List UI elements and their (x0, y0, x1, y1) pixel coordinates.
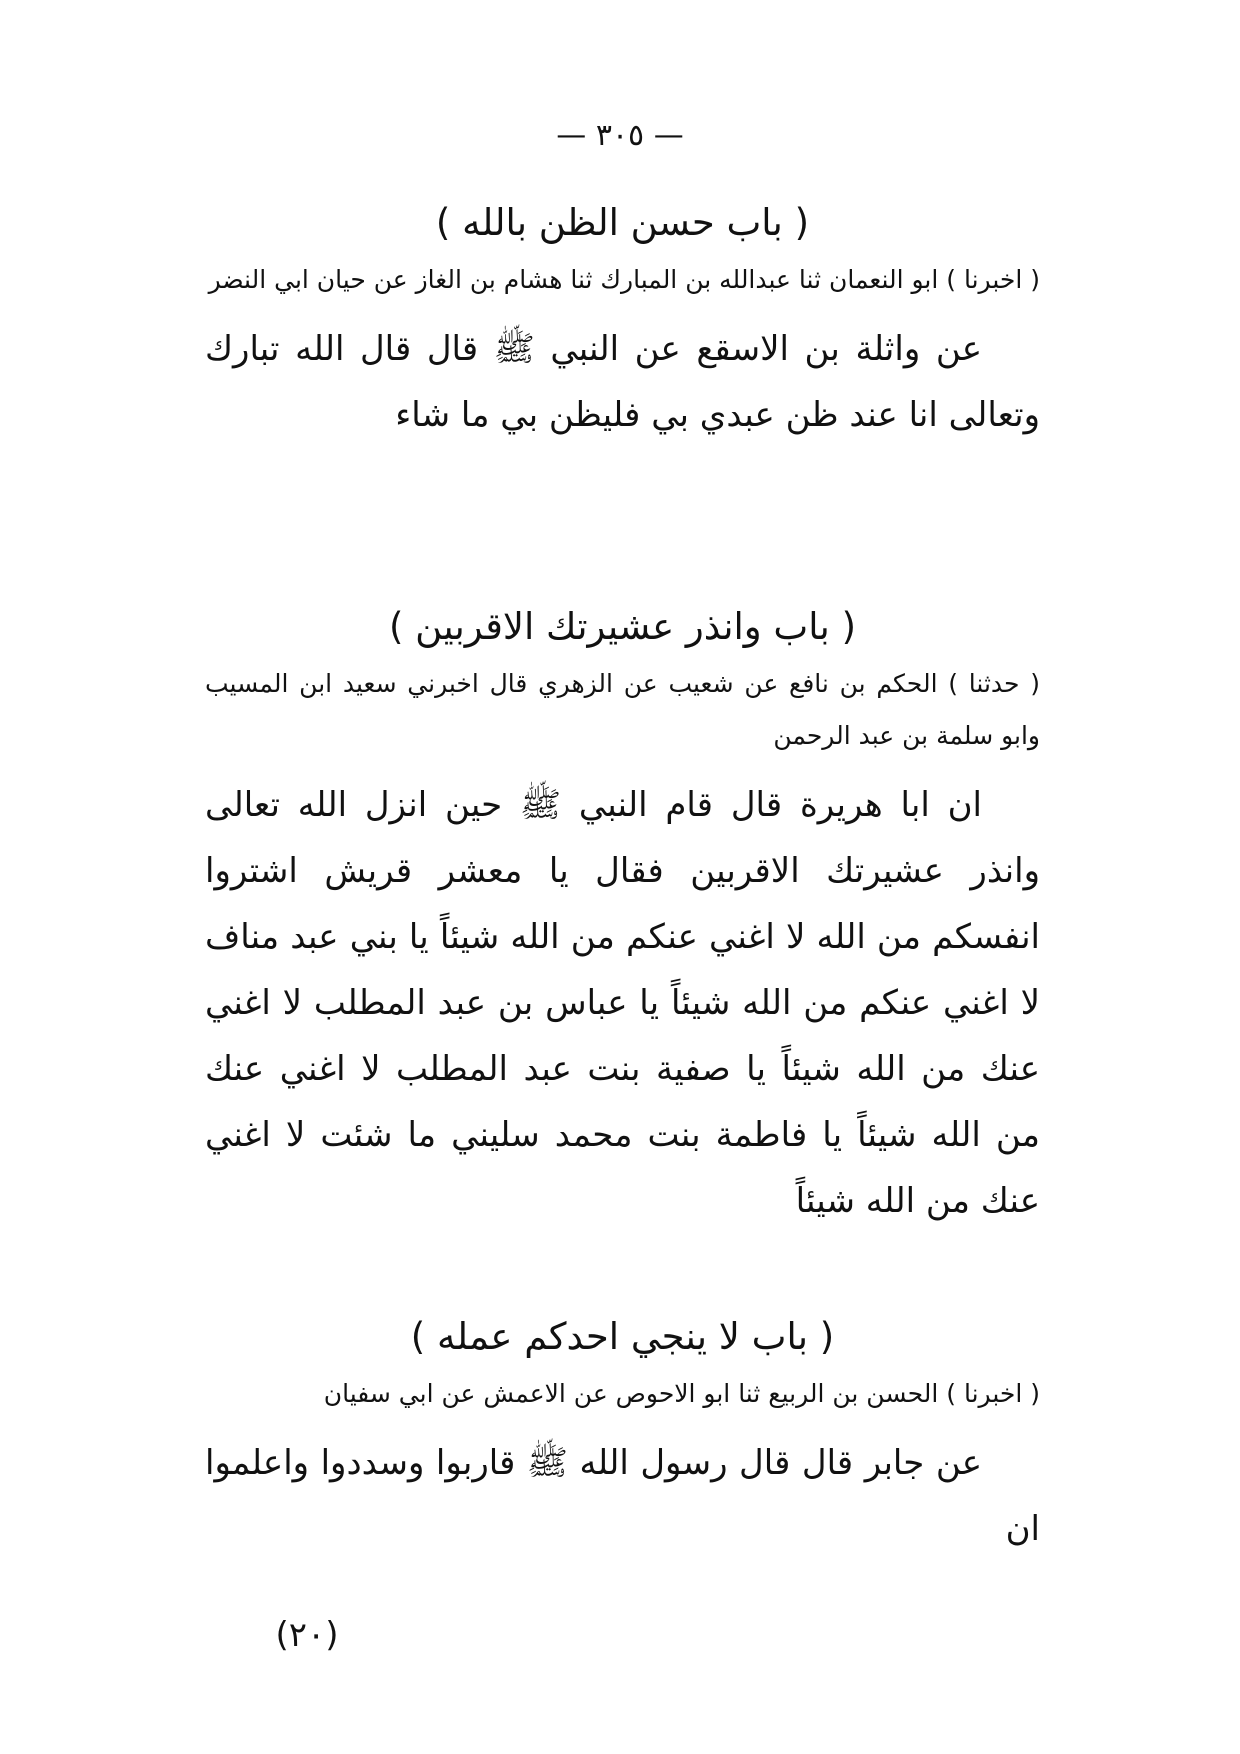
chapter-wa-andhir (205, 600, 1040, 1234)
chain-of-narration: ( اخبرنا ) الحسن بن الربيع ثنا ابو الاحوص عن الاعمش عن ابي سفيان (323, 1379, 1040, 1408)
hadith-text: عن جابر قال قال رسول الله ﷺ قاربوا وسددوا واعلموا ان (205, 1443, 1040, 1549)
chapter-title: ( باب لا ينجي احدكم عمله ) (410, 1315, 835, 1358)
page-number: — ٣٠٥ — (556, 118, 684, 153)
chapter-husn-al-zann (205, 196, 1040, 448)
chain-of-narration: ( حدثنا ) الحكم بن نافع عن شعيب عن الزهري قال اخبرني سعيد ابن المسيب وابو سلمة بن عبد الرحمن (205, 669, 1040, 750)
hadith-text: ان ابا هريرة قال قام النبي ﷺ حين انزل الله تعالى وانذر عشيرتك الاقربين فقال يا معشر قريش اشتروا انفسكم من الله لا اغني عنكم من الله شيئاً يا بني عبد مناف لا اغني عنكم من الله شيئاً يا عباس بن عبد المطلب لا اغني عنك من الله شيئاً يا صفية بنت عبد المطلب لا اغني عنك من الله شيئاً يا فاطمة بنت محمد سليني ما شئت لا اغني عنك من الله شيئاً (205, 785, 1040, 1221)
chapter-la-yunji (205, 1310, 1040, 1562)
hadith-text: عن واثلة بن الاسقع عن النبي ﷺ قال قال الله تبارك وتعالى انا عند ظن عبدي بي فليظن بي ما شاء (205, 329, 1040, 435)
signature-mark: (٢٠) (275, 1615, 339, 1655)
chain-of-narration: ( اخبرنا ) ابو النعمان ثنا عبدالله بن المبارك ثنا هشام بن الغاز عن حيان ابي النضر (208, 265, 1040, 294)
chapter-title: ( باب حسن الظن بالله ) (435, 201, 810, 244)
chapter-title: ( باب وانذر عشيرتك الاقربين ) (388, 605, 857, 648)
